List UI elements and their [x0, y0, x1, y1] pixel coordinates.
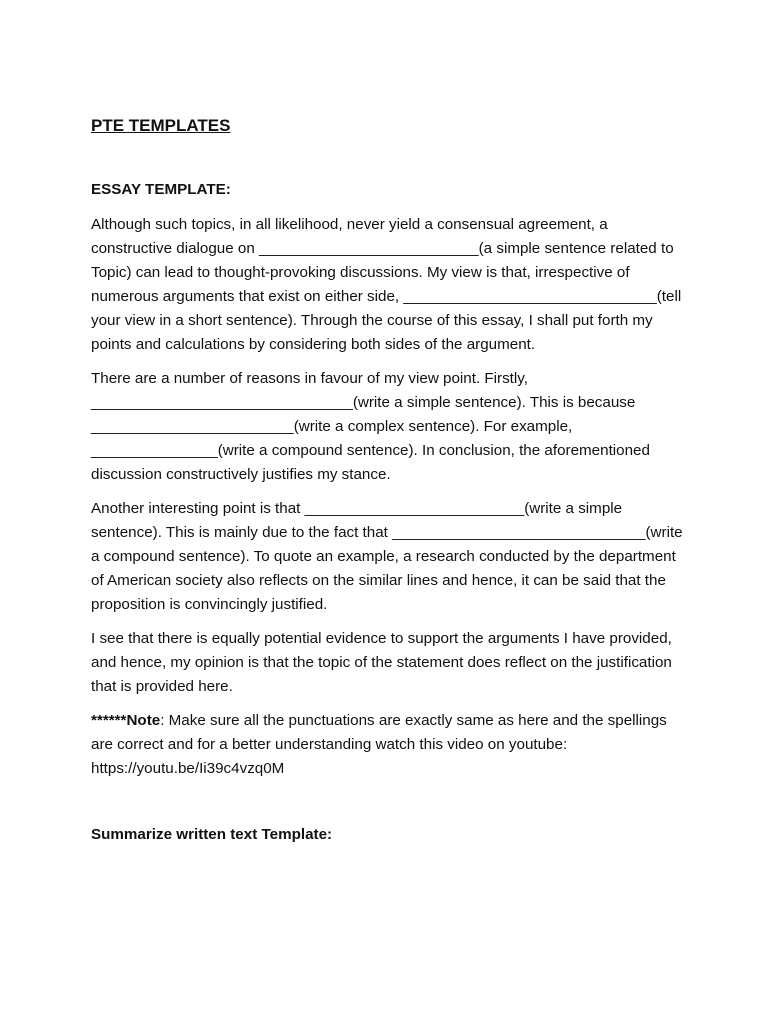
- document-content: [91, 114, 691, 858]
- document-title: PTE TEMPLATES: [91, 116, 231, 135]
- section-spacer: [91, 791, 691, 823]
- summarize-template-heading: Summarize written text Template:: [91, 826, 333, 843]
- essay-paragraph-body-2: Another interesting point is that __________________________(write a simple sentence). This is mainly due to the fact that ______________________________(write a compound sentence). To quote an example, a research conducted by the department of American society also reflects on the similar lines and hence, it can be said that the proposition is convincingly justified.: [91, 500, 683, 613]
- essay-template-heading: ESSAY TEMPLATE:: [91, 181, 231, 198]
- note-paragraph: [91, 709, 691, 781]
- note-text: : Make sure all the punctuations are exactly same as here and the spellings are correct and for a better understanding watch this video on youtube: https://youtu.be/Ii39c4vzq0M: [91, 712, 667, 777]
- note-label: ******Note: [91, 712, 161, 729]
- essay-paragraph-intro: Although such topics, in all likelihood, never yield a consensual agreement, a constructive dialogue on __________________________(a simple sentence related to Topic) can lead to thought-provoking discussions. My view is that, irrespective of numerous arguments that exist on either side, ______________________________(tell your view in a short sentence). Through the course of this essay, I shall put forth my points and calculations by considering both sides of the argument.: [91, 216, 682, 353]
- essay-paragraph-conclusion: I see that there is equally potential evidence to support the arguments I have provided, and hence, my opinion is that the topic of the statement does reflect on the justification that is provided here.: [91, 630, 672, 695]
- essay-paragraph-body-1: There are a number of reasons in favour of my view point. Firstly, _______________________________(write a simple sentence). This is because ________________________(write a complex sentence). For example, _______________(write a compound sentence). In conclusion, the aforementioned discussion constructively justifies my stance.: [91, 370, 650, 483]
